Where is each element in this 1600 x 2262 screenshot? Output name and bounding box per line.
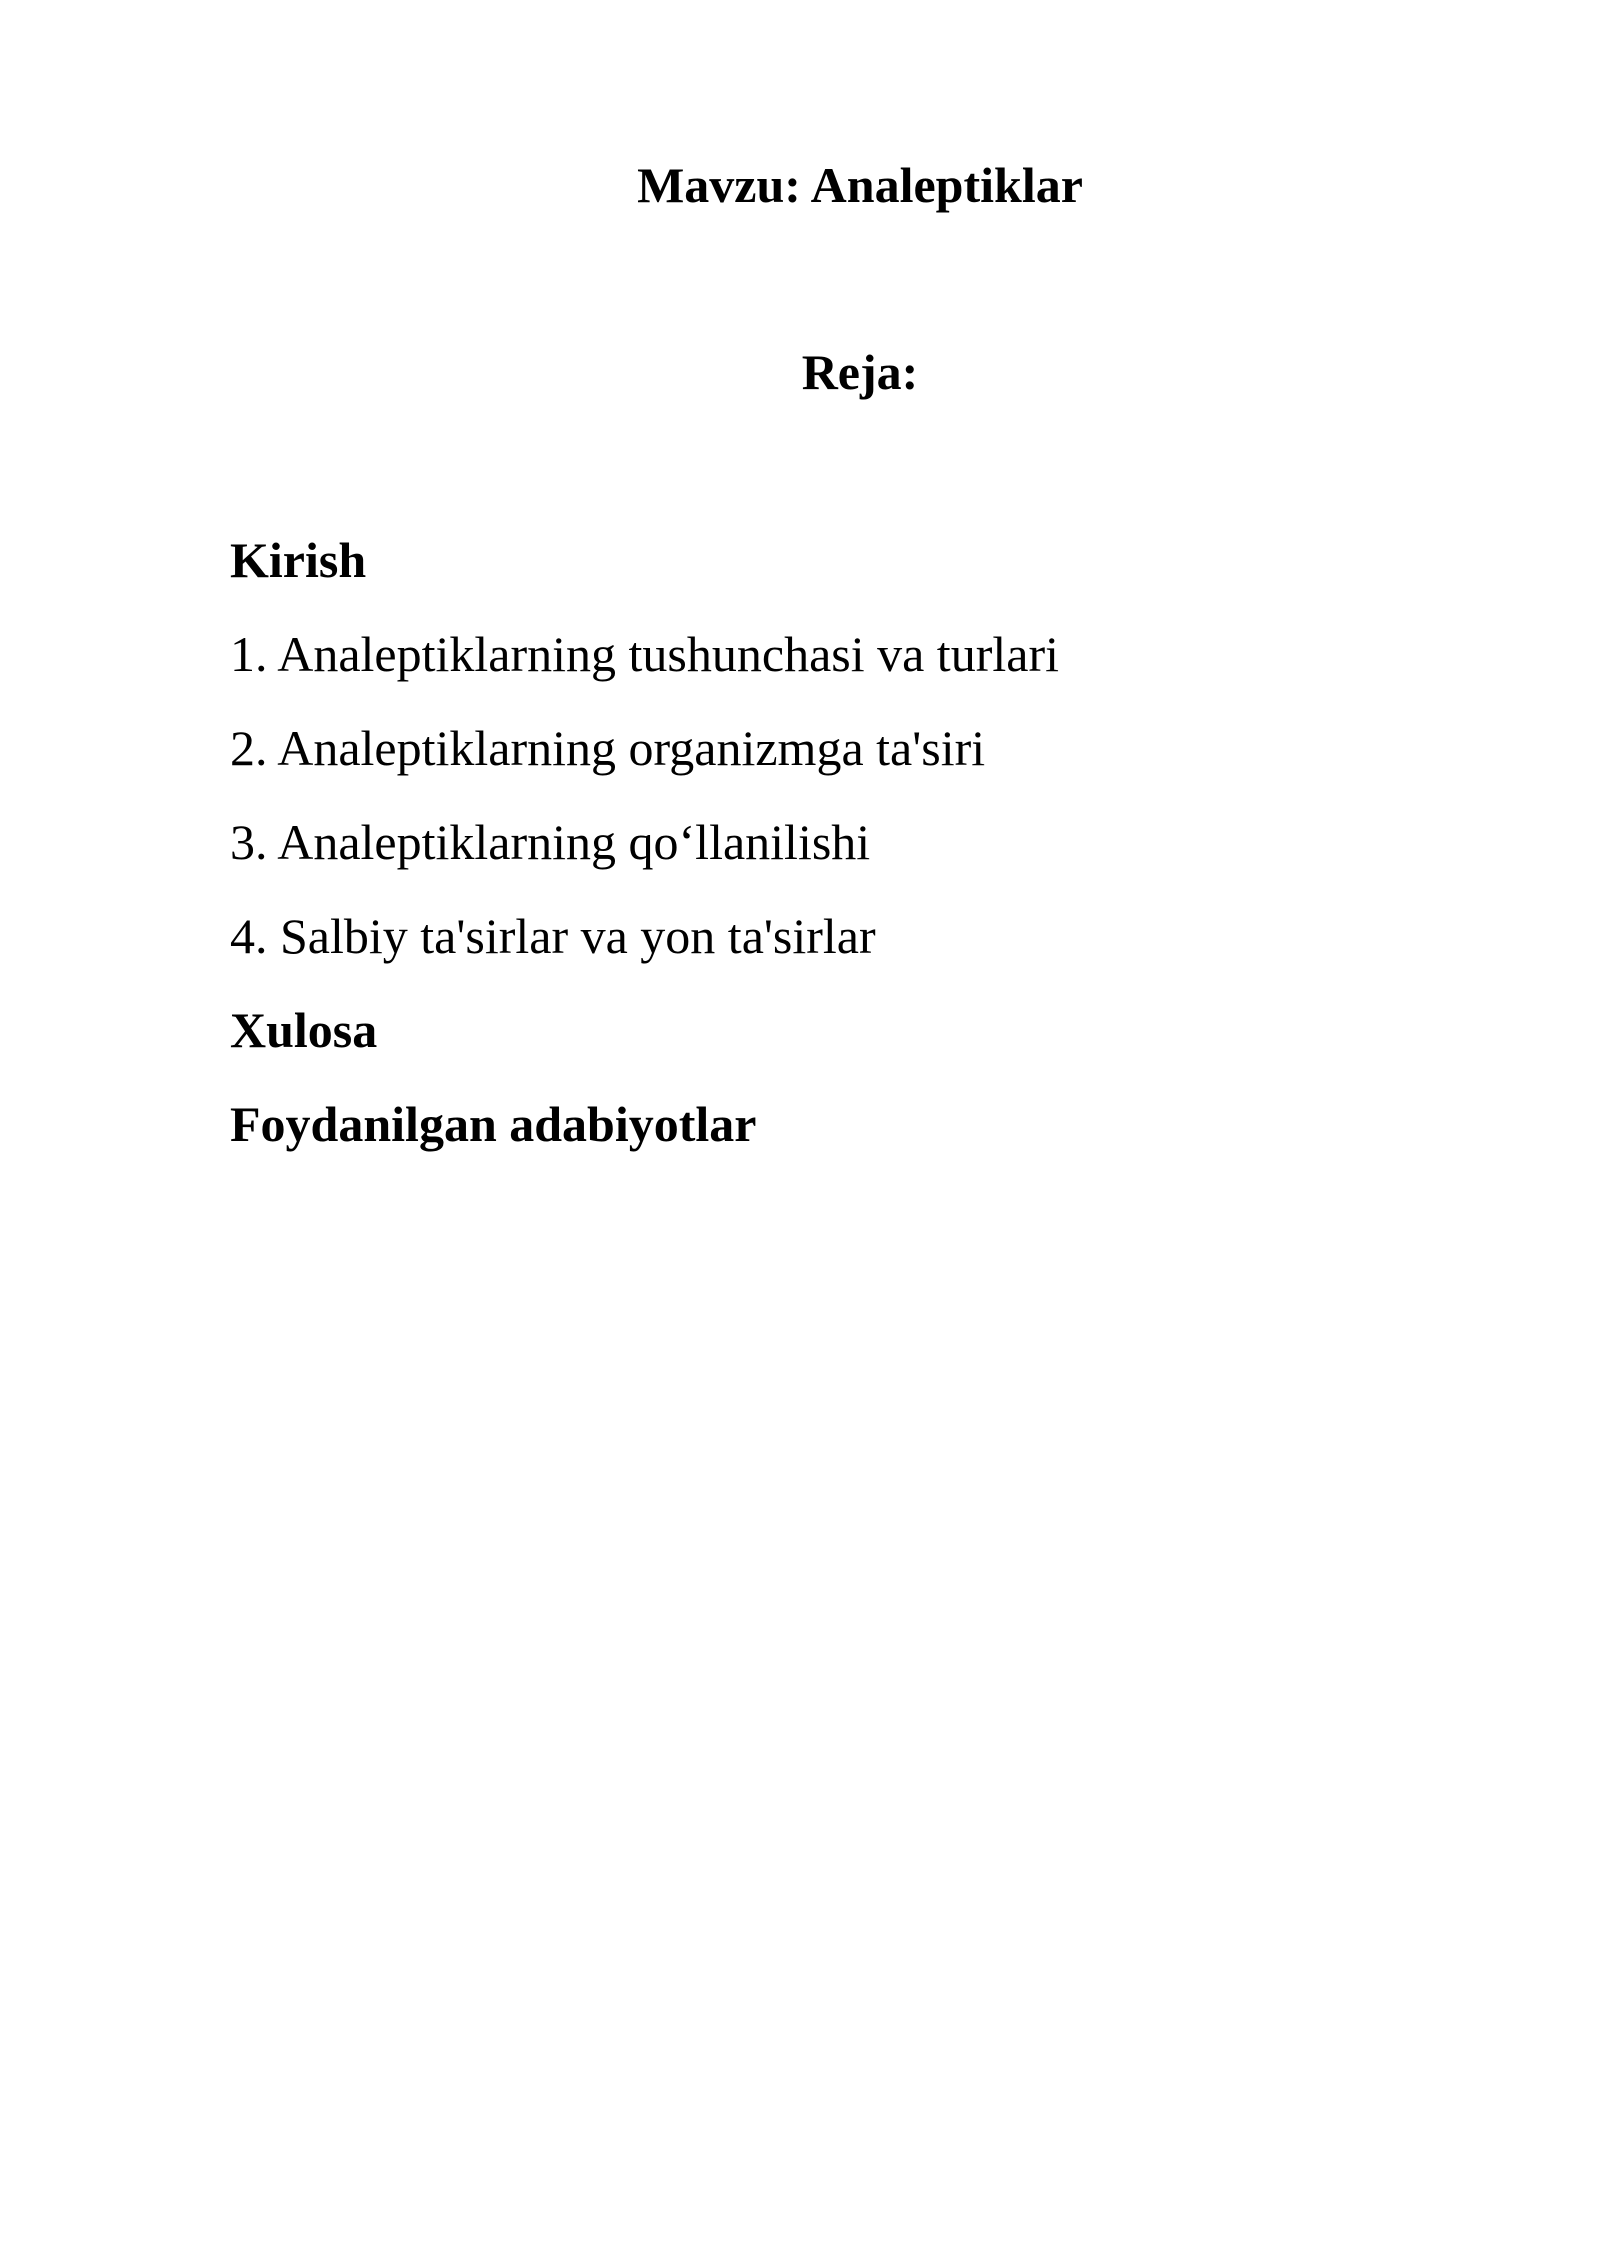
plan-item-2: 2. Analeptiklarning organizmga ta'siri — [230, 720, 986, 776]
plan-item-conclusion: Xulosa — [230, 1002, 378, 1058]
plan-heading: Reja: — [801, 344, 919, 400]
plan-item-3: 3. Analeptiklarning qo‘llanilishi — [230, 814, 871, 870]
document-title: Mavzu: Analeptiklar — [637, 157, 1083, 213]
plan-item-1: 1. Analeptiklarning tushunchasi va turlari — [230, 626, 1059, 682]
plan-item-introduction: Kirish — [230, 532, 367, 588]
plan-list — [230, 530, 1059, 1188]
plan-item-references: Foydanilgan adabiyotlar — [230, 1096, 757, 1152]
plan-item-4: 4. Salbiy ta'sirlar va yon ta'sirlar — [230, 908, 876, 964]
